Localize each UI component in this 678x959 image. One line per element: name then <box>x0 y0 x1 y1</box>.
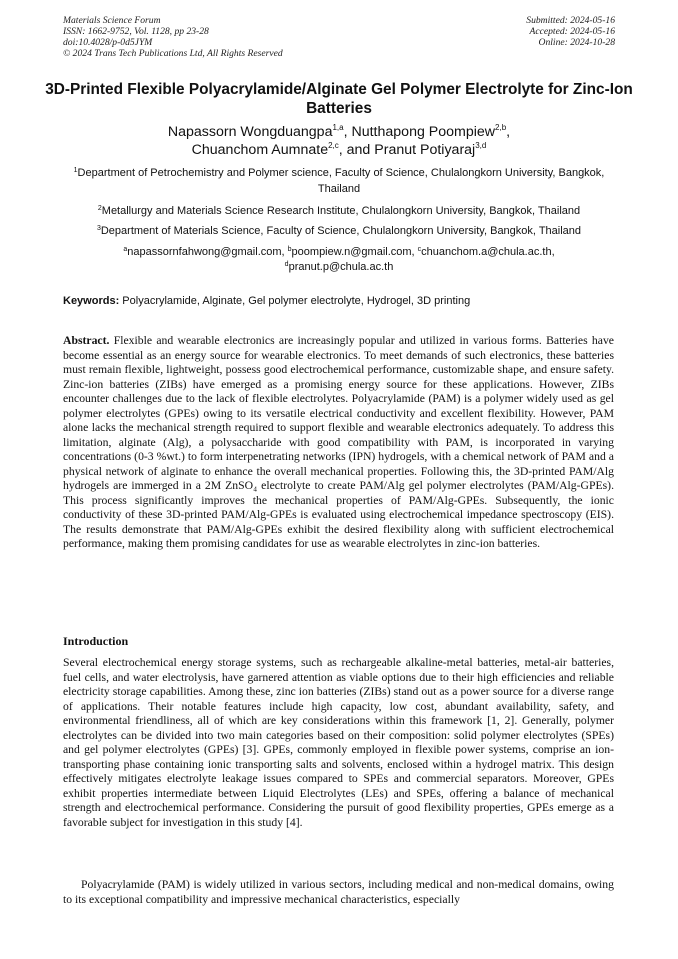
affiliation-number: 1 <box>73 167 78 174</box>
affiliation-number: 2 <box>97 205 102 212</box>
accepted-date: Accepted: 2024-05-16 <box>529 26 615 37</box>
email-superscript: b <box>287 246 292 253</box>
email-superscript: c <box>417 246 422 253</box>
affiliation-text: Department of Petrochemistry and Polymer science, Faculty of Science, Chulalongkorn University, Bangkok, Thailand <box>77 167 605 195</box>
section-heading-introduction: Introduction <box>63 634 129 648</box>
abstract <box>63 334 614 552</box>
author-emails <box>63 245 615 274</box>
author-separator: , and <box>338 142 375 158</box>
email-superscript: a <box>123 246 128 253</box>
abstract-text: Flexible and wearable electronics are increasingly popular and utilized in various forms. Batteries have become essential as an energy source for wearable electronics. To meet demands of such electronics, these batteries must remain flexible, lightweight, possess good electrochemical performance, customizable shape, and ensure safety. Zinc-ion batteries (ZIBs) have emerged as a promising energy source for these applications. However, ZIBs encounter challenges due to the lack of flexible electrolytes. Polyacrylamide (PAM) is a polymer widely used as gel polymer electrolytes (GPEs) owing to its versatile electrical conductivity and excellent flexibility. However, PAM alone lacks the mechanical strength required to support flexible and wearable electronics adequately. To address this limitation, alginate (Alg), a polysaccharide with good compatibility with PAM, is incorporated in varying concentrations (0-3 %wt.) to form interpenetrating networks (IPN) hydrogels, with a chemical network of PAM and a physical network of alginate to enhance the overall mechanical properties. Following this, the 3D-printed PAM/Alg hydrogels are immerged in a 2M ZnSO₄ electrolyte to create PAM/Alg gel polymer electrolytes (PAM/Alg-GPEs). This process significantly improves the mechanical properties of PAM/Alg-GPEs. Subsequently, the ionic conductivity of these 3D-printed PAM/Alg-GPEs is evaluated using electrochemical impedance spectroscopy (EIS). The results demonstrate that PAM/Alg-GPEs exhibit the desired flexibility along with sufficient electrochemical performance, making them promising candidates for use as wearable electrolytes in zinc-ion batteries. <box>63 334 614 550</box>
email-superscript: d <box>284 260 289 268</box>
author-list <box>40 123 638 159</box>
keywords-label: Keywords: <box>63 295 120 307</box>
submitted-date: Submitted: 2024-05-16 <box>526 15 615 26</box>
affiliation-1 <box>63 166 615 197</box>
author-name: Nutthapong Poompiew <box>351 124 496 140</box>
abstract-label: Abstract. <box>63 334 110 347</box>
dates-header <box>526 15 615 48</box>
affiliation-number: 3 <box>96 225 101 232</box>
journal-header <box>63 15 283 59</box>
email-link[interactable]: poompiew.n@gmail.com, <box>291 246 418 258</box>
affiliation-text: Department of Materials Science, Faculty of Science, Chulalongkorn University, Bangkok, Thailand <box>100 225 582 237</box>
issn-line: ISSN: 1662-9752, Vol. 1128, pp 23-28 <box>63 26 209 37</box>
author-superscript: 3,d <box>475 141 487 150</box>
email-link[interactable]: chuanchom.a@chula.ac.th, <box>421 246 555 258</box>
author-name: Napassorn Wongduangpa <box>167 124 333 140</box>
keywords-text: Polyacrylamide, Alginate, Gel polymer electrolyte, Hydrogel, 3D printing <box>119 295 471 307</box>
affiliation-3 <box>63 224 615 240</box>
affiliation-2 <box>63 204 615 220</box>
author-separator: , <box>506 124 511 140</box>
author-superscript: 2,c <box>328 141 339 150</box>
doi-line[interactable]: doi:10.4028/p-0d5JYM <box>63 37 153 48</box>
author-superscript: 2,b <box>495 123 507 132</box>
affiliation-text: Metallurgy and Materials Science Research Institute, Chulalongkorn University, Bangkok, Thailand <box>101 205 581 217</box>
online-date: Online: 2024-10-28 <box>538 37 615 48</box>
author-name: Pranut Potiyaraj <box>374 142 476 158</box>
keywords <box>63 294 615 309</box>
journal-name: Materials Science Forum <box>63 15 161 26</box>
introduction-paragraph-1: Several electrochemical energy storage systems, such as rechargeable alkaline-metal batteries, metal-air batteries, fuel cells, and water electrolysis, have garnered attention as viable options due to their high efficiencies and reliable electricity storage capabilities. Among these, zinc ion batteries (ZIBs) stand out as a power source for a diverse range of applications. Their notable features include high capacity, low cost, abundant availability, safety, and environmental friendliness, all of which are key considerations within this framework [1, 2]. Generally, polymer electrolytes can be divided into two main categories based on their composition: solid polymer electrolytes (SPEs) and gel polymer electrolytes (GPEs) [3]. GPEs, commonly employed in flexible power systems, comprise an ion-transporting phase containing ionic transporting salts and solvents, enclosed within a hydrogel matrix. This design effectively mitigates electrolyte leakage issues compared to SPEs and commercial separators. Moreover, GPEs exhibit properties intermediate between Liquid Electrolytes (LEs) and SPEs, offering a balance of mechanical strength and electrochemical performance. Considering the pursuit of good flexibility properties, GPEs emerge as a favorable subject for investigation in this study [4]. <box>63 656 614 829</box>
copyright-line: © 2024 Trans Tech Publications Ltd, All Rights Reserved <box>63 48 283 59</box>
paper-title: 3D-Printed Flexible Polyacrylamide/Alginate Gel Polymer Electrolyte for Zinc-Ion Batteries <box>45 81 633 117</box>
email-link[interactable]: pranut.p@chula.ac.th <box>288 260 394 273</box>
author-separator: , <box>343 124 352 140</box>
author-superscript: 1,a <box>332 123 344 132</box>
introduction-paragraph-2: Polyacrylamide (PAM) is widely utilized in various sectors, including medical and non-medical domains, owing to its exceptional compatibility and impressive mechanical characteristics, especially <box>63 878 614 906</box>
email-link[interactable]: napassornfahwong@gmail.com, <box>127 246 288 258</box>
author-name: Chuanchom Aumnate <box>191 142 329 158</box>
